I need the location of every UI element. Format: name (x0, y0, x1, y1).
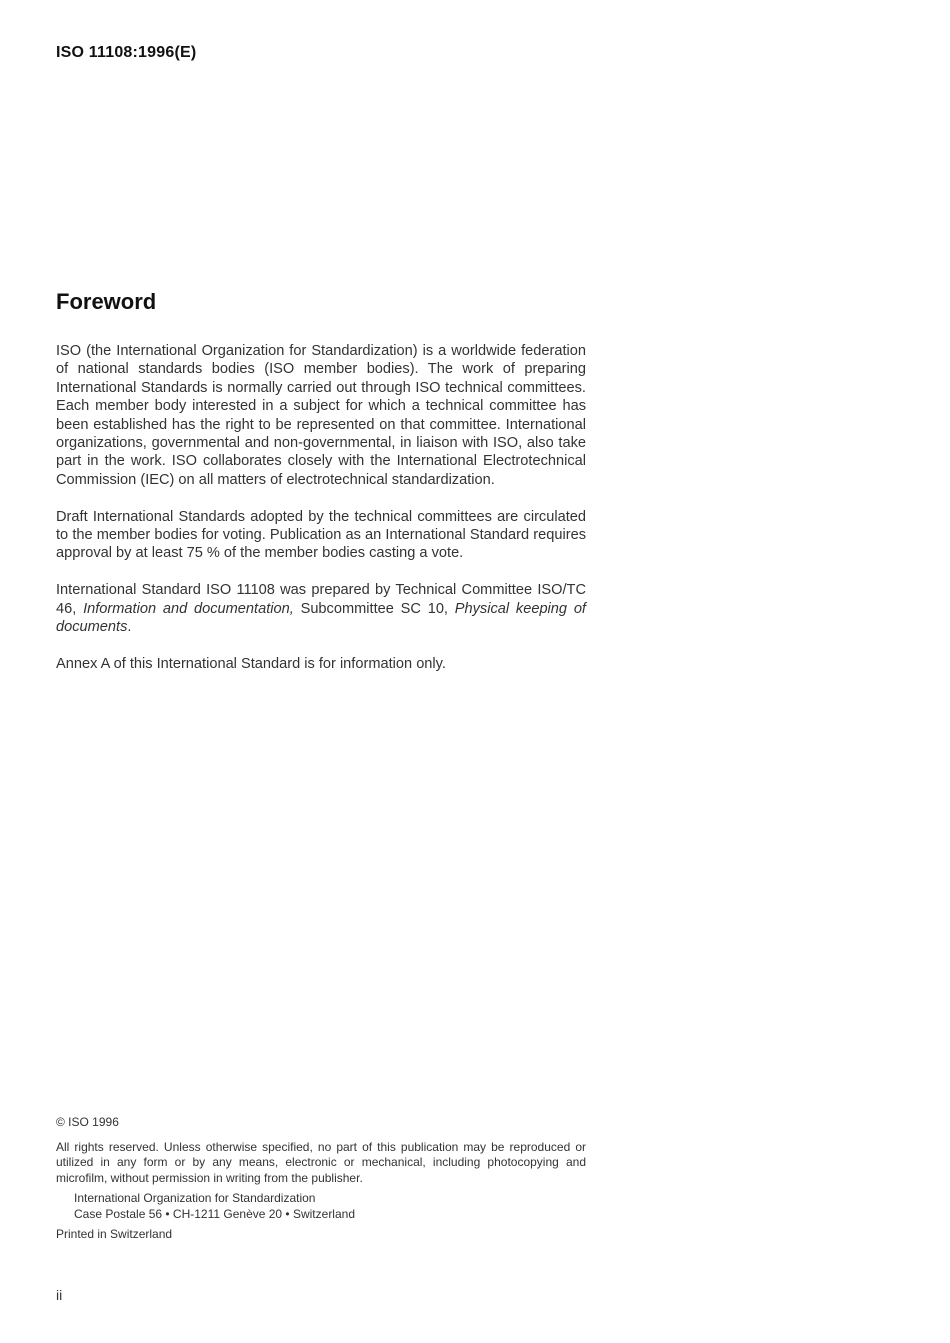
foreword-body (56, 342, 586, 692)
copyright-line: © ISO 1996 (56, 1115, 119, 1129)
publisher-postal-address: Case Postale 56 • CH-1211 Genève 20 • Switzerland (74, 1206, 355, 1221)
publisher-address (74, 1191, 586, 1222)
paragraph-annex-note: Annex A of this International Standard is for information only. (56, 655, 446, 672)
subcommittee-title: Physical keeping of documents (56, 600, 586, 636)
preparation-middle-text: Subcommittee SC 10, (293, 600, 455, 617)
preparation-lead-text: International Standard ISO 11108 was prepared by Technical Committee ISO/TC 46, (56, 582, 586, 617)
paragraph-draft-standards: Draft International Standards adopted by the technical committees are circulated to the member bodies for voting. Publication as an International Standard requires approval by at least 75 % of the member bodies casting a vote. (56, 508, 586, 562)
paragraph-iso-description: ISO (the International Organization for Standardization) is a worldwide federation of national standards bodies (ISO member bodies). The work of preparing International Standards is normally carried out through ISO technical committees. Each member body interested in a subject for which a technical committee has been established has the right to be represented on that committee. International organizations, governmental and non-governmental, in liaison with ISO, also take part in the work. ISO collaborates closely with the International Electrotechnical Commission (IEC) on all matters of electrotechnical standardization. (56, 343, 586, 488)
document-id-header: ISO 11108:1996(E) (56, 44, 197, 61)
page-number: ii (56, 1287, 63, 1303)
page-title: Foreword (56, 289, 157, 314)
publisher-name: International Organization for Standardization (74, 1191, 316, 1205)
preparation-end-text: . (127, 619, 132, 636)
paragraph-preparation (56, 581, 586, 636)
copyright-block (56, 1115, 586, 1243)
rights-statement: All rights reserved. Unless otherwise specified, no part of this publication may be reproduced or utilized in any form or by any means, electronic or mechanical, including photocopying and microfilm, without permission in writing from the publisher. (56, 1139, 586, 1185)
committee-title: Information and documentation, (83, 600, 294, 617)
printed-location: Printed in Switzerland (56, 1227, 173, 1241)
